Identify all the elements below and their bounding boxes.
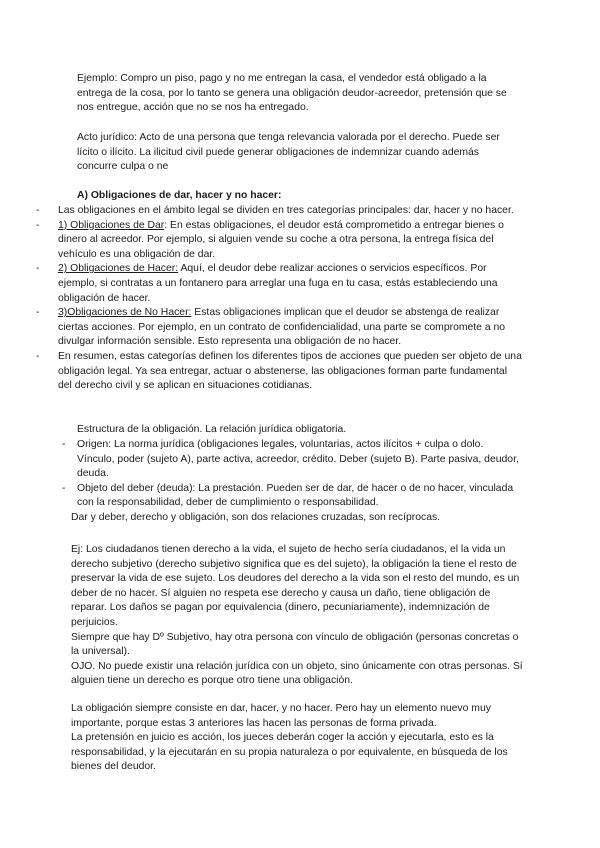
list-item — [62, 438, 520, 482]
give-obligation-text: : En estas obligaciones, el deudor está comprometido a entregar bienes o dinero al acreedor. Por ejemplo, si alguien vende su coche a otra persona, la entrega física del vehículo es una obligación de dar. — [58, 219, 504, 260]
obligations-list — [36, 204, 522, 394]
bullet-dash: - — [62, 482, 66, 494]
judicial-claim-paragraph: La pretensión en juicio es acción, los jueces deberán coger la acción y ejecutarla, esto es la responsabilidad, y la ejecutarán en su propia naturaleza o por equivalente, en búsqueda de los bienes del deudor. — [71, 732, 508, 773]
give-obligation-label: 1) Obligaciones de Dar — [58, 219, 165, 231]
list-item — [36, 350, 522, 394]
list-item-text — [58, 306, 522, 350]
example-rights-section — [71, 543, 523, 689]
list-item — [36, 262, 522, 306]
bullet-dash: - — [36, 219, 40, 231]
structure-heading: Estructura de la obligación. La relación jurídica obligatoria. — [77, 424, 347, 435]
example-paragraph: Ejemplo: Compro un piso, pago y no me entregan la casa, el vendedor está obligado a la entrega de la cosa, por lo tanto se genera una obligación deudor-acreedor, pretensión que se nos entregue, acción que no se nos ha entregado. — [77, 73, 507, 114]
not-do-obligation-label: 3)Obligaciones de No Hacer: — [58, 307, 192, 319]
list-item-text: Las obligaciones en el ámbito legal se dividen en tres categorías principales: dar, hacer y no hacer. — [58, 205, 514, 216]
list-item-text: En resumen, estas categorías definen los diferentes tipos de acciones que pueden ser objeto de una obligación legal. Ya sea entregar, actuar o abstenerse, las obligaciones forman parte fundamental del derecho civil y se aplican en situaciones cotidianas. — [58, 350, 522, 392]
legal-act-paragraph: Acto jurídico: Acto de una persona que tenga relevancia valorada por el derecho. Puede ser lícito o ilícito. La ilicitud civil puede generar obligaciones de indemnizar cuando además concurre culpa o ne — [77, 132, 500, 173]
list-item-text: Origen: La norma jurídica (obligaciones legales, voluntarias, actos ilícitos + culpa o dolo. Vínculo, poder (sujeto A), parte activa, acreedor, crédito. Deber (sujeto B). Parte pasiva, deudor, deuda. — [77, 439, 519, 480]
closing-section — [71, 702, 523, 775]
do-obligation-text: Aquí, el deudor debe realizar acciones o servicios específicos. Por ejemplo, si contratas a un fontanero para arreglar una fuga en tu casa, estás estableciendo una obligación de hacer. — [58, 263, 498, 304]
structure-list — [62, 438, 520, 511]
not-do-obligation-text: Estas obligaciones implican que el deudor se abstenga de realizar ciertas acciones. Por ejemplo, en un contrato de confidencialidad, una parte se compromete a no divulgar información sensible. Esto representa una obligación de no hacer. — [58, 307, 506, 348]
list-item — [36, 306, 522, 350]
do-obligation-label: 2) Obligaciones de Hacer: — [58, 263, 179, 275]
example-right-to-life-paragraph: Ej: Los ciudadanos tienen derecho a la vida, el sujeto de hecho sería ciudadanos, el la vida un derecho subjetivo (derecho subjetivo significa que es del sujeto), la obligación la tiene el resto de preservar la vida de ese sujeto. Los deudores del derecho a la vida son el resto del mundo, es un deber de no hacer. Sí alguien no respeta ese derecho y causa un daño, tiene obligación de reparar. Los daños se pagan por equivalencia (dinero, pecuniariamente), indemnización de perjuicios. — [71, 544, 520, 628]
bullet-dash: - — [36, 205, 40, 216]
list-item-text — [58, 219, 522, 263]
bullet-dash: - — [36, 307, 40, 319]
reciprocal-relations-paragraph: Dar y deber, derecho y obligación, son dos relaciones cruzadas, son recíprocas. — [71, 512, 441, 523]
list-item-text — [58, 262, 522, 306]
bullet-dash: - — [62, 439, 66, 450]
list-item — [62, 482, 520, 511]
bullet-dash: - — [36, 350, 40, 362]
subjective-right-paragraph: Siempre que hay Dº Subjetivo, hay otra persona con vínculo de obligación (personas concretas o la universal). — [71, 631, 519, 658]
section-heading-a: A) Obligaciones de dar, hacer y no hacer: — [77, 190, 282, 201]
bullet-dash: - — [36, 263, 40, 275]
note-paragraph: OJO. No puede existir una relación jurídica con un objeto, sino únicamente con otras personas. Sí alguien tiene un derecho es porque otro tiene una obligación. — [71, 660, 523, 687]
list-item — [36, 219, 522, 263]
obligation-content-paragraph: La obligación siempre consiste en dar, hacer, y no hacer. Pero hay un elemento nuevo muy importante, porque estas 3 anteriores las hacen las personas de forma privada. — [71, 703, 491, 729]
list-item — [36, 204, 522, 219]
list-item-text: Objeto del deber (deuda): La prestación. Pueden ser de dar, de hacer o de no hacer, vinculada con la responsabilidad, deber de cumplimiento o responsabilidad. — [77, 482, 514, 509]
